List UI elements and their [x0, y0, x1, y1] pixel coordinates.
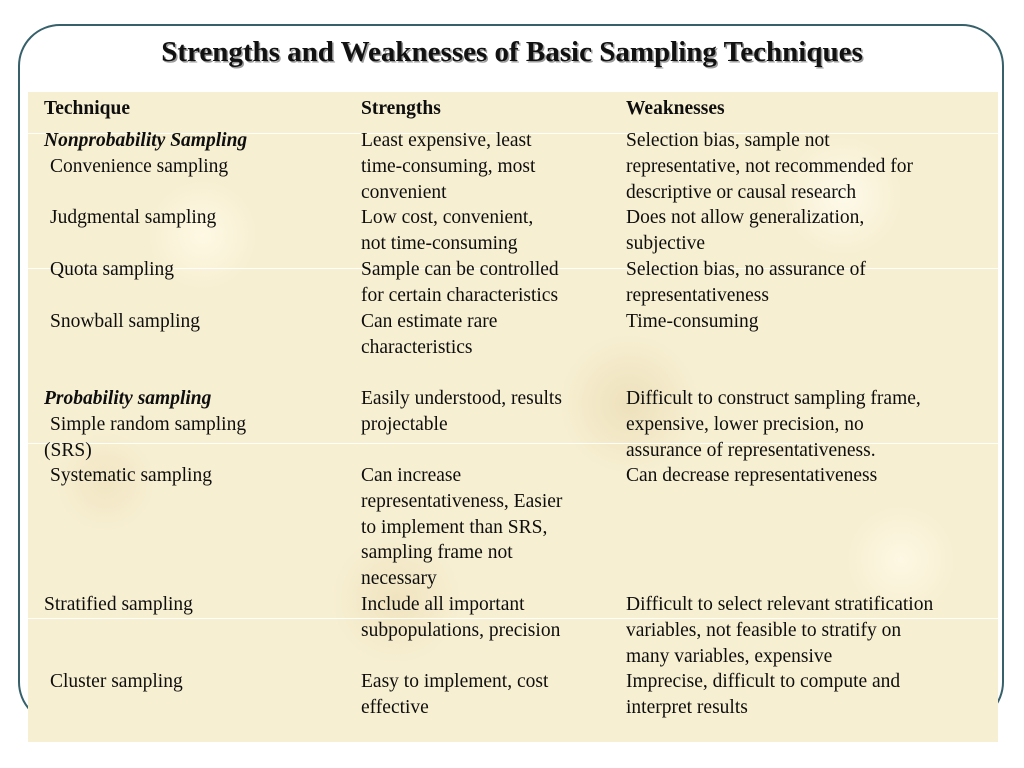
- technique-cell: Judgmental sampling: [50, 207, 217, 228]
- category-probability: Probability sampling: [44, 388, 212, 409]
- strengths-cell: Low cost, convenient, not time-consuming: [361, 207, 534, 254]
- header-technique: Technique: [44, 98, 130, 119]
- strengths-cell: Can increase representativeness, Easier to implement than SRS, sampling frame not necessary: [361, 465, 563, 590]
- sampling-techniques-table: [28, 92, 998, 742]
- strengths-cell: Sample can be controlled for certain characteristics: [361, 259, 559, 306]
- weaknesses-cell: Time-consuming: [626, 311, 759, 332]
- strengths-cell: Include all important subpopulations, precision: [361, 594, 561, 641]
- weaknesses-cell: Selection bias, sample not representative, not recommended for descriptive or causal research: [626, 130, 913, 203]
- technique-cell: Cluster sampling: [50, 671, 183, 692]
- technique-cell: Simple random sampling (SRS): [44, 414, 247, 461]
- slide-title: Strengths and Weaknesses of Basic Sampling Techniques: [161, 36, 863, 68]
- weaknesses-cell: Difficult to select relevant stratification variables, not feasible to stratify on many variables, expensive: [626, 594, 934, 667]
- technique-cell: Snowball sampling: [50, 311, 201, 332]
- technique-cell: Stratified sampling: [44, 594, 193, 615]
- technique-cell: Convenience sampling: [50, 156, 229, 177]
- weaknesses-cell: Can decrease representativeness: [626, 465, 878, 486]
- header-strengths: Strengths: [361, 98, 441, 119]
- strengths-cell: Least expensive, least time-consuming, most convenient: [361, 130, 536, 203]
- strengths-cell: Easily understood, results projectable: [361, 388, 562, 435]
- weaknesses-cell: Imprecise, difficult to compute and interpret results: [626, 671, 901, 718]
- strengths-cell: Easy to implement, cost effective: [361, 671, 549, 718]
- strengths-cell: Can estimate rare characteristics: [361, 311, 498, 358]
- technique-cell: Quota sampling: [50, 259, 175, 280]
- weaknesses-cell: Selection bias, no assurance of representativeness: [626, 259, 866, 306]
- category-nonprobability: Nonprobability Sampling: [44, 130, 248, 151]
- technique-cell: Systematic sampling: [50, 465, 212, 486]
- header-weaknesses: Weaknesses: [626, 98, 725, 119]
- weaknesses-cell: Does not allow generalization, subjective: [626, 207, 865, 254]
- weaknesses-cell: Difficult to construct sampling frame, expensive, lower precision, no assurance of representativeness.: [626, 388, 921, 461]
